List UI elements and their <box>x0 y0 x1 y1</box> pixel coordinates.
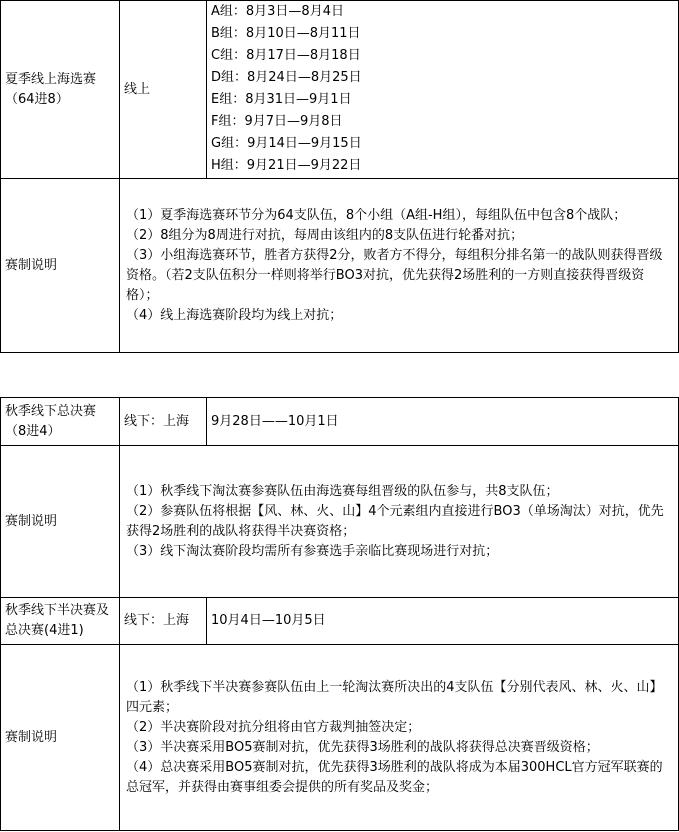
autumn-final-rule-2: （2）参赛队伍将根据【风、林、火、山】4个元素组内直接进行BO3（单场淘汰）对抗，优先获得2场胜利的战队将获得半决赛资格； <box>126 503 664 539</box>
summer-rule-3: （3）小组海选赛环节，胜者方获得2分，败者方不得分，每组积分排名第一的战队则获得晋级资格。（若2支队伍积分一样则将举行BO3对抗，优先获得2场胜利的一方则直接获得晋级资格）； <box>126 247 663 303</box>
summer-rule-2: （2）8组分为8周进行对抗，每周由该组内的8支队伍进行轮番对抗； <box>126 227 524 243</box>
autumn-final-rule-1: （1）秋季线下淘汰赛参赛队伍由海选赛每组晋级的队伍参与，共8支队伍； <box>126 483 559 499</box>
autumn-semi-row <box>1 598 679 645</box>
autumn-final-rules-label: 赛制说明 <box>1 446 120 598</box>
summer-rules-cell <box>120 179 679 353</box>
autumn-semi-rule-2: （2）半决赛阶段对抗分组将由官方裁判抽签决定； <box>126 719 421 735</box>
autumn-table <box>0 397 679 831</box>
autumn-final-stage-cell: 秋季线下总决赛（8进4） <box>1 398 120 446</box>
autumn-semi-mode-cell: 线下：上海 <box>120 598 207 645</box>
summer-rules-label: 赛制说明 <box>1 179 120 353</box>
summer-rule-1: （1）夏季海选赛环节分为64支队伍，8个小组（A组-H组），每组队伍中包含8个战队； <box>126 207 627 223</box>
group-date-a: A组：8月3日—8月4日 <box>211 4 344 19</box>
summer-mode-cell: 线上 <box>120 1 207 179</box>
autumn-final-rule-3: （3）线下淘汰赛阶段均需所有参赛选手亲临比赛现场进行对抗； <box>126 543 499 559</box>
autumn-semi-stage-cell: 秋季线下半决赛及总决赛(4进1) <box>1 598 120 645</box>
autumn-final-mode-cell: 线下：上海 <box>120 398 207 446</box>
autumn-semi-rules-label: 赛制说明 <box>1 645 120 831</box>
group-date-b: B组：8月10日—8月11日 <box>211 26 361 41</box>
summer-table <box>0 0 679 353</box>
autumn-semi-rules-cell <box>120 645 679 831</box>
autumn-semi-rule-3: （3）半决赛采用BO5赛制对抗，优先获得3场胜利的战队将获得总决赛晋级资格； <box>126 739 599 755</box>
summer-groups-cell <box>207 1 679 179</box>
autumn-final-row <box>1 398 679 446</box>
autumn-final-rules-row <box>1 446 679 598</box>
group-date-g: G组：9月14日—9月15日 <box>211 136 362 151</box>
autumn-semi-rules-row <box>1 645 679 831</box>
autumn-semi-dates-cell: 10月4日—10月5日 <box>207 598 679 645</box>
summer-stage-cell: 夏季线上海选赛（64进8） <box>1 1 120 179</box>
group-date-f: F组：9月7日—9月8日 <box>211 114 343 129</box>
group-date-d: D组：8月24日—8月25日 <box>211 70 362 85</box>
summer-schedule-row <box>1 1 679 179</box>
autumn-final-rules-cell <box>120 446 679 598</box>
summer-rules-row <box>1 179 679 353</box>
group-date-h: H组：9月21日—9月22日 <box>211 158 362 173</box>
summer-rule-4: （4）线上海选赛阶段均为线上对抗； <box>126 307 343 323</box>
autumn-final-dates-cell: 9月28日——10月1日 <box>207 398 679 446</box>
autumn-semi-rule-1: （1）秋季线下半决赛参赛队伍由上一轮淘汰赛所决出的4支队伍【分别代表风、林、火、山】四元素； <box>126 679 663 715</box>
autumn-semi-rule-4: （4）总决赛采用BO5赛制对抗，优先获得3场胜利的战队将成为本届300HCL官方冠军联赛的总冠军，并获得由赛事组委会提供的所有奖品及奖金； <box>126 759 663 795</box>
group-date-c: C组：8月17日—8月18日 <box>211 48 361 63</box>
group-date-e: E组：8月31日—9月1日 <box>211 92 352 107</box>
